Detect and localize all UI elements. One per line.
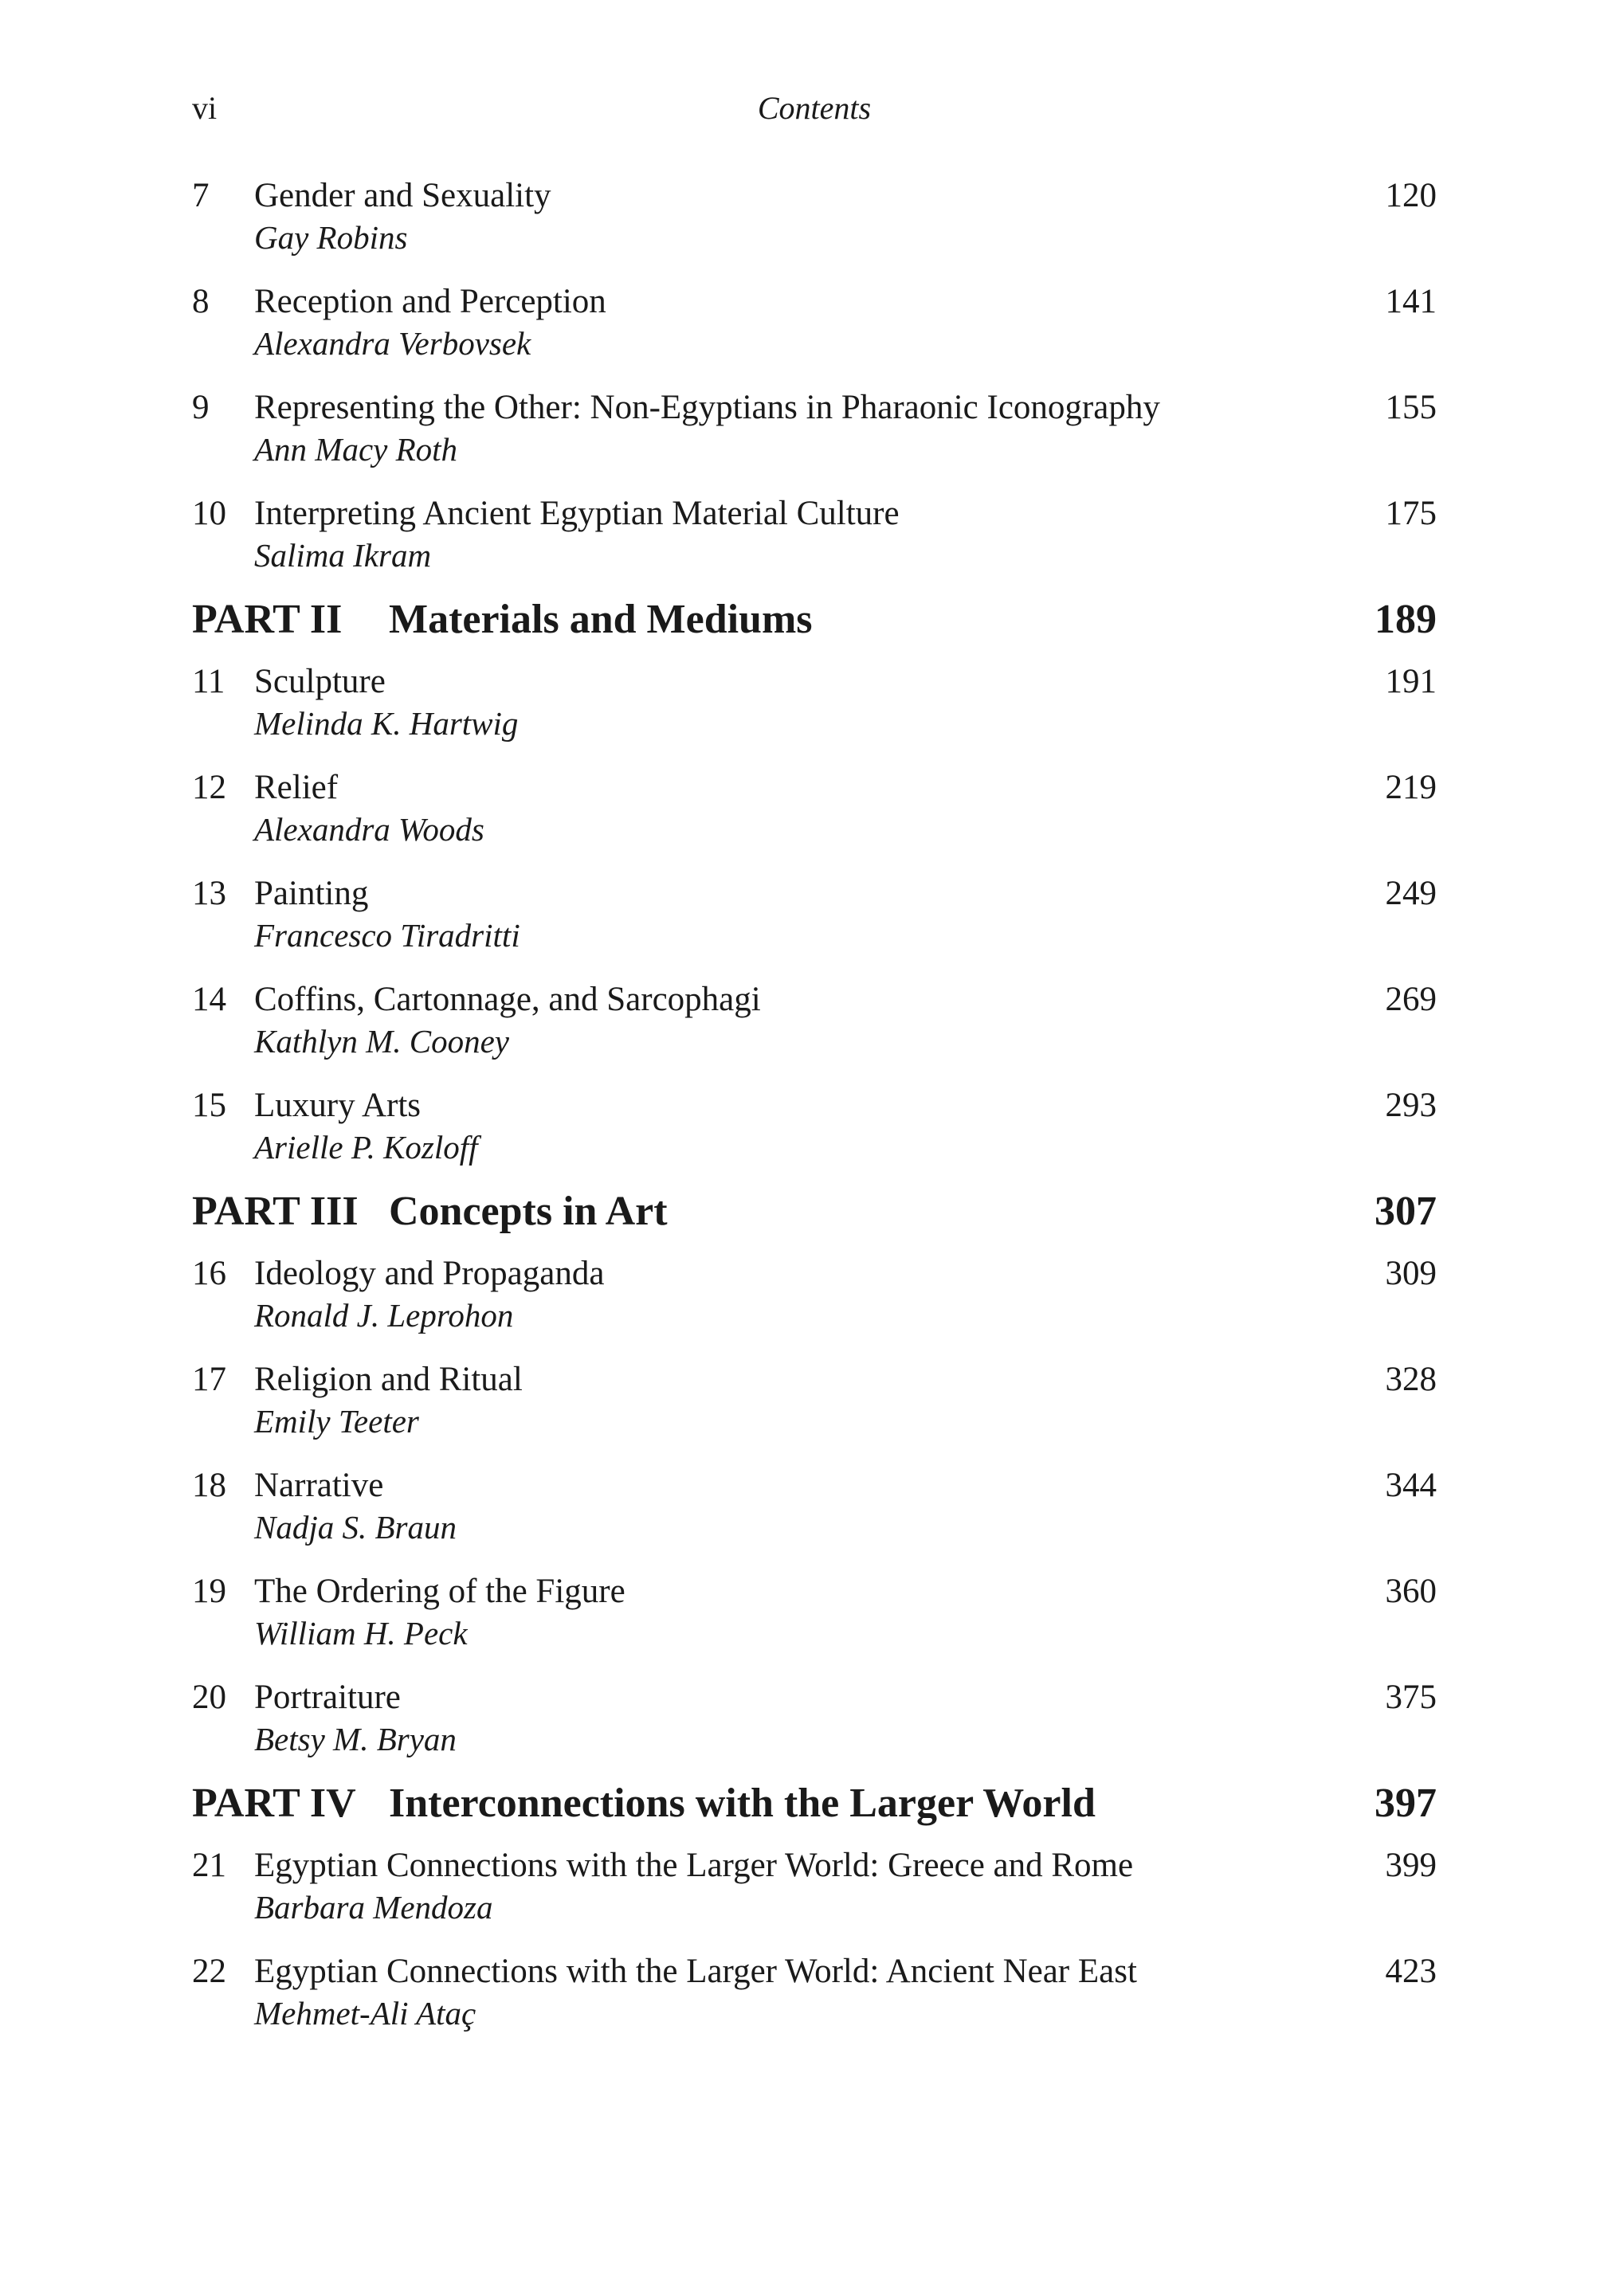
chapter-title: Coffins, Cartonnage, and Sarcophagi <box>254 981 761 1018</box>
chapter-title: Reception and Perception <box>254 283 606 320</box>
chapter-number: 9 <box>192 389 210 426</box>
chapter-number: 17 <box>192 1361 226 1398</box>
chapter-author: Francesco Tiradritti <box>254 917 520 954</box>
chapter-author: Barbara Mendoza <box>254 1889 493 1926</box>
part-label: PART IV <box>192 1781 356 1826</box>
part-heading <box>192 594 1437 661</box>
chapter-author: Alexandra Verbovsek <box>254 325 531 362</box>
toc-entry <box>192 1677 1437 1783</box>
chapter-page-number: 175 <box>1385 495 1437 532</box>
chapter-number: 13 <box>192 875 226 912</box>
part-page-number: 307 <box>1375 1189 1437 1234</box>
toc-entry <box>192 1845 1437 1951</box>
chapter-page-number: 249 <box>1385 875 1437 912</box>
chapter-author: Gay Robins <box>254 219 408 256</box>
chapter-author: Mehmet-Ali Ataç <box>254 1995 476 2032</box>
toc-entry <box>192 661 1437 767</box>
chapter-title: Religion and Ritual <box>254 1361 523 1398</box>
chapter-number: 18 <box>192 1467 226 1504</box>
chapter-title: Representing the Other: Non-Egyptians in Pharaonic Iconography <box>254 389 1160 426</box>
chapter-title: Painting <box>254 875 369 912</box>
part-label: PART III <box>192 1189 359 1234</box>
part-label: PART II <box>192 597 343 642</box>
part-title: Materials and Mediums <box>389 597 813 642</box>
chapter-title: Sculpture <box>254 663 386 700</box>
chapter-number: 11 <box>192 663 225 700</box>
chapter-number: 12 <box>192 769 226 806</box>
part-heading <box>192 1778 1437 1845</box>
toc-entry <box>192 1253 1437 1359</box>
chapter-title: Relief <box>254 769 339 806</box>
chapter-page-number: 399 <box>1385 1847 1437 1884</box>
chapter-page-number: 328 <box>1385 1361 1437 1398</box>
chapter-author: Alexandra Woods <box>254 811 484 848</box>
chapter-page-number: 375 <box>1385 1679 1437 1716</box>
chapter-title: Egyptian Connections with the Larger World: Ancient Near East <box>254 1953 1137 1990</box>
toc-entry <box>192 281 1437 387</box>
toc-entry <box>192 873 1437 979</box>
toc-entry <box>192 979 1437 1085</box>
chapter-number: 15 <box>192 1087 226 1124</box>
chapter-author: Nadja S. Braun <box>254 1509 457 1546</box>
chapter-page-number: 141 <box>1385 283 1437 320</box>
chapter-author: Ronald J. Leprohon <box>254 1297 514 1334</box>
part-page-number: 189 <box>1375 597 1437 642</box>
chapter-page-number: 269 <box>1385 981 1437 1018</box>
chapter-page-number: 120 <box>1385 177 1437 214</box>
chapter-page-number: 191 <box>1385 663 1437 700</box>
chapter-number: 21 <box>192 1847 226 1884</box>
chapter-page-number: 360 <box>1385 1573 1437 1610</box>
part-title: Concepts in Art <box>389 1189 668 1234</box>
part-heading <box>192 1186 1437 1253</box>
chapter-author: Ann Macy Roth <box>254 431 458 468</box>
chapter-number: 7 <box>192 177 210 214</box>
chapter-number: 16 <box>192 1255 226 1292</box>
toc-entry <box>192 1951 1437 2057</box>
chapter-author: William H. Peck <box>254 1615 468 1651</box>
chapter-number: 8 <box>192 283 210 320</box>
page-folio: vi <box>192 90 218 126</box>
chapter-number: 22 <box>192 1953 226 1990</box>
chapter-number: 20 <box>192 1679 226 1716</box>
chapter-title: Gender and Sexuality <box>254 177 551 214</box>
chapter-page-number: 309 <box>1385 1255 1437 1292</box>
table-of-contents <box>192 175 1437 2057</box>
chapter-title: Luxury Arts <box>254 1087 422 1124</box>
chapter-title: The Ordering of the Figure <box>254 1573 625 1610</box>
chapter-page-number: 155 <box>1385 389 1437 426</box>
toc-entry <box>192 493 1437 599</box>
running-head-title: Contents <box>757 90 872 126</box>
chapter-page-number: 423 <box>1385 1953 1437 1990</box>
chapter-author: Betsy M. Bryan <box>254 1721 457 1757</box>
chapter-number: 19 <box>192 1573 226 1610</box>
chapter-number: 10 <box>192 495 226 532</box>
toc-entry <box>192 1085 1437 1191</box>
part-title: Interconnections with the Larger World <box>389 1781 1096 1826</box>
chapter-author: Arielle P. Kozloff <box>254 1129 478 1166</box>
chapter-title: Interpreting Ancient Egyptian Material Culture <box>254 495 900 532</box>
chapter-author: Melinda K. Hartwig <box>254 705 519 742</box>
chapter-author: Salima Ikram <box>254 537 432 574</box>
part-page-number: 397 <box>1375 1781 1437 1826</box>
chapter-page-number: 293 <box>1385 1087 1437 1124</box>
chapter-title: Egyptian Connections with the Larger World: Greece and Rome <box>254 1847 1134 1884</box>
chapter-page-number: 219 <box>1385 769 1437 806</box>
chapter-author: Kathlyn M. Cooney <box>254 1023 509 1060</box>
chapter-title: Ideology and Propaganda <box>254 1255 605 1292</box>
chapter-title: Narrative <box>254 1467 384 1504</box>
toc-entry <box>192 767 1437 873</box>
toc-entry <box>192 175 1437 281</box>
toc-entry <box>192 387 1437 493</box>
toc-entry <box>192 1465 1437 1571</box>
chapter-page-number: 344 <box>1385 1467 1437 1504</box>
chapter-title: Portraiture <box>254 1679 401 1716</box>
toc-entry <box>192 1359 1437 1465</box>
running-head <box>192 89 1437 137</box>
chapter-number: 14 <box>192 981 226 1018</box>
toc-entry <box>192 1571 1437 1677</box>
chapter-author: Emily Teeter <box>254 1403 419 1440</box>
